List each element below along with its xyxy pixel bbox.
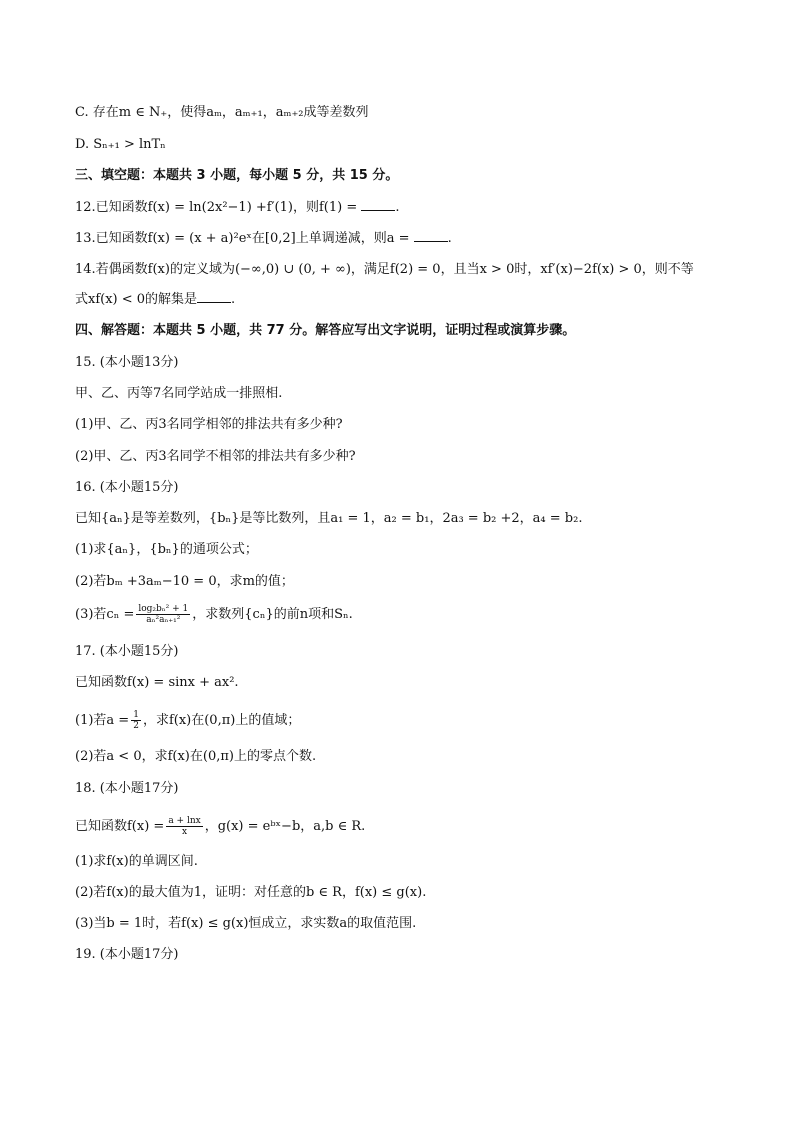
question-12 (75, 198, 754, 217)
question-12-end: . (395, 200, 400, 215)
question-16-part2: (2)若bₘ +3aₘ−10 = 0，求m的值； (75, 574, 294, 589)
question-17-part1-suffix: ，求f(x)在(0,π)上的值域； (142, 713, 301, 728)
question-13-text: 13.已知函数f(x) = (x + a)²eˣ在[0,2]上单调递减，则a = (75, 231, 414, 246)
question-18-stem-suffix: ，g(x) = eᵇˣ−b，a,b ∈ R. (204, 819, 366, 834)
question-14-line1: 14.若偶函数f(x)的定义域为(−∞,0) ∪ (0, + ∞)，满足f(2) = 0，且当x > 0时，xf′(x)−2f(x) > 0，则不等 (75, 262, 694, 277)
question-14-text: 式xf(x) < 0的解集是 (75, 292, 198, 307)
fraction-denominator: x (181, 827, 188, 837)
fraction-numerator: 1 (133, 710, 139, 720)
answer-blank (361, 198, 395, 211)
question-16-part3-suffix: ，求数列{cₙ}的前n项和Sₙ. (192, 607, 353, 622)
fraction (166, 816, 202, 837)
question-17-part2: (2)若a < 0，求f(x)在(0,π)上的零点个数. (75, 749, 317, 764)
question-13-end: . (447, 231, 452, 246)
fraction (131, 710, 141, 731)
fraction-numerator: a + lnx (168, 816, 201, 826)
question-18-part3: (3)当b = 1时，若f(x) ≤ g(x)恒成立，求实数a的取值范围. (75, 916, 417, 931)
option-c: C. 存在m ∈ N₊，使得aₘ，aₘ₊₁，aₘ₊₂成等差数列 (75, 105, 369, 120)
question-18-part2: (2)若f(x)的最大值为1，证明：对任意的b ∈ R，f(x) ≤ g(x). (75, 885, 427, 900)
question-16-part3 (75, 604, 754, 625)
question-15-header: 15. (本小题13分) (75, 355, 179, 370)
question-18-header: 18. (本小题17分) (75, 781, 179, 796)
question-17-header: 17. (本小题15分) (75, 644, 179, 659)
question-19-header: 19. (本小题17分) (75, 947, 179, 962)
question-16-stem: 已知{aₙ}是等差数列，{bₙ}是等比数列，且a₁ = 1，a₂ = b₁，2a₃ = b₂ +2，a₄ = b₂. (75, 511, 583, 526)
question-17-part1-prefix: (1)若a = (75, 713, 130, 728)
option-d: D. Sₙ₊₁ > lnTₙ (75, 137, 166, 152)
question-18-stem-prefix: 已知函数f(x) = (75, 819, 165, 834)
answer-blank (414, 229, 448, 242)
question-16-part1: (1)求{aₙ}，{bₙ}的通项公式； (75, 542, 258, 557)
question-18-part1: (1)求f(x)的单调区间. (75, 854, 198, 869)
question-12-text: 12.已知函数f(x) = ln(2x²−1) +f′(1)，则f(1) = (75, 200, 362, 215)
question-16-part3-prefix: (3)若cₙ = (75, 607, 135, 622)
fraction-denominator: aₙ²aₙ₊₁² (146, 615, 181, 625)
question-14-line2 (75, 290, 754, 309)
question-18-stem (75, 816, 754, 837)
question-14-end: . (231, 292, 236, 307)
section-heading-fill-in: 三、填空题：本题共 3 小题，每小题 5 分，共 15 分。 (75, 168, 399, 183)
question-15-stem: 甲、乙、丙等7名同学站成一排照相. (75, 386, 283, 401)
fraction-denominator: 2 (133, 721, 139, 731)
question-15-part2: (2)甲、乙、丙3名同学不相邻的排法共有多少种? (75, 449, 356, 464)
question-17-part1 (75, 710, 754, 731)
section-heading-solutions: 四、解答题：本题共 5 小题，共 77 分。解答应写出文字说明，证明过程或演算步骤。 (75, 323, 576, 338)
fraction (136, 604, 190, 625)
answer-blank (197, 290, 231, 303)
question-17-stem: 已知函数f(x) = sinx + ax². (75, 675, 239, 690)
question-16-header: 16. (本小题15分) (75, 480, 179, 495)
question-13 (75, 229, 754, 248)
fraction-numerator: log₂bₙ² + 1 (138, 604, 189, 614)
question-15-part1: (1)甲、乙、丙3名同学相邻的排法共有多少种? (75, 417, 343, 432)
